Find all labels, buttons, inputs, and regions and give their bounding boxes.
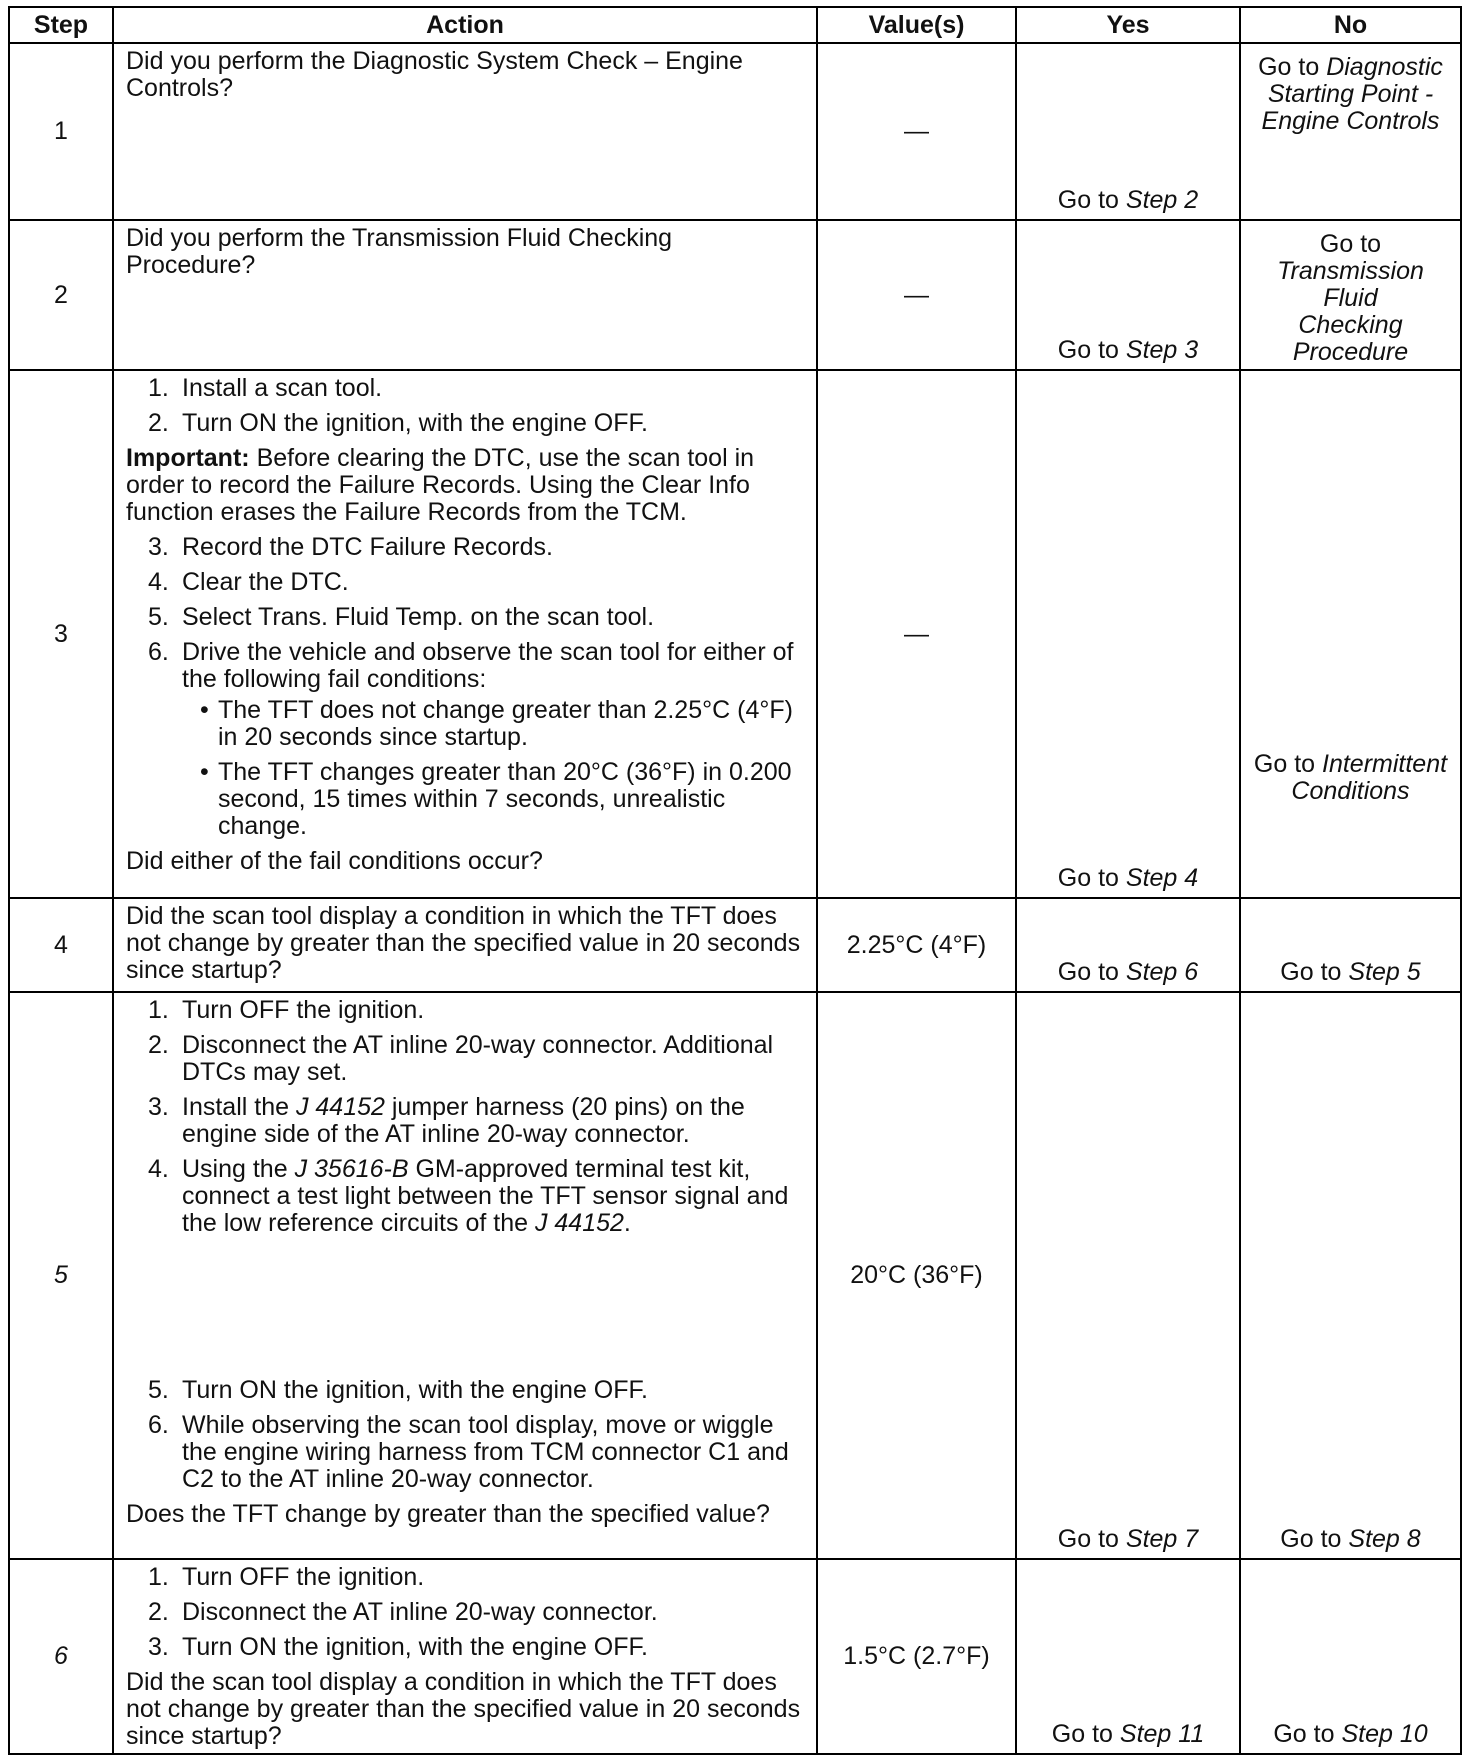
list-item: 1. Turn OFF the ignition. xyxy=(148,1563,425,1591)
yes-step-link[interactable]: Step 3 xyxy=(1125,336,1199,364)
yes-step-link[interactable]: Step 4 xyxy=(1125,864,1199,892)
action-cell xyxy=(113,898,817,992)
list-item: 3. Record the DTC Failure Records. xyxy=(148,533,553,561)
value-cell: — xyxy=(817,43,1016,220)
no-cell xyxy=(1240,1559,1461,1754)
step-number: 1 xyxy=(9,43,113,220)
yes-prefix: Go to xyxy=(1057,1525,1119,1553)
list-item: 4. Clear the DTC. xyxy=(148,568,349,596)
procedure-list xyxy=(126,375,804,437)
diagnostic-table xyxy=(8,6,1462,1755)
value-cell: 1.5°C (2.7°F) xyxy=(817,1559,1016,1754)
procedure-list xyxy=(126,997,804,1493)
yes-prefix: Go to xyxy=(1057,958,1119,986)
procedure-list xyxy=(126,534,804,693)
no-cell xyxy=(1240,370,1461,898)
no-step-link[interactable]: Intermittent Conditions xyxy=(1291,750,1448,805)
action-cell xyxy=(113,220,817,370)
no-prefix: Go to xyxy=(1273,1720,1335,1748)
no-prefix: Go to xyxy=(1253,750,1316,778)
yes-prefix: Go to xyxy=(1057,186,1119,214)
value-cell: 20°C (36°F) xyxy=(817,992,1016,1559)
no-step-link[interactable]: Step 10 xyxy=(1341,1720,1428,1748)
no-prefix: Go to xyxy=(1319,230,1382,258)
yes-step-link[interactable]: Step 2 xyxy=(1125,186,1199,214)
no-prefix: Go to xyxy=(1280,1525,1342,1553)
list-item: 1. Install a scan tool. xyxy=(148,374,383,402)
list-item: • The TFT changes greater than 20°C (36°F) in 0.200 second, 15 times within 7 seconds, unrealistic change. xyxy=(126,759,804,840)
action-text: Did you perform the Diagnostic System Check – Engine Controls? xyxy=(126,47,743,102)
step-number: 4 xyxy=(9,898,113,992)
header-values: Value(s) xyxy=(817,7,1016,43)
important-label: Important: xyxy=(126,444,250,472)
no-step-link[interactable]: Diagnostic Starting Point - Engine Controls xyxy=(1261,53,1443,135)
list-item: 6. Drive the vehicle and observe the scan tool for either of the following fail conditions: xyxy=(148,638,794,693)
table-row xyxy=(9,220,1461,370)
yes-step-link[interactable]: Step 7 xyxy=(1125,1525,1199,1553)
important-note xyxy=(126,445,804,526)
list-item: 3. Install the J 44152 jumper harness (20 pins) on the engine side of the AT inline 20-way connector. xyxy=(148,1093,745,1148)
procedure-list xyxy=(126,1564,804,1661)
yes-step-link[interactable]: Step 11 xyxy=(1119,1720,1205,1748)
table-row xyxy=(9,370,1461,898)
value-cell: 2.25°C (4°F) xyxy=(817,898,1016,992)
action-cell xyxy=(113,1559,817,1754)
header-action: Action xyxy=(113,7,817,43)
table-header-row xyxy=(9,7,1461,43)
list-item: • The TFT does not change greater than 2.25°C (4°F) in 20 seconds since startup. xyxy=(126,697,804,751)
value-cell: — xyxy=(817,370,1016,898)
yes-cell xyxy=(1016,220,1240,370)
list-item: 6. While observing the scan tool display, move or wiggle the engine wiring harness from TCM connector C1 and C2 to the AT inline 20-way connector. xyxy=(148,1411,789,1493)
action-question: Did the scan tool display a condition in which the TFT does not change by greater than the specified value in 20 seconds since startup? xyxy=(126,1668,801,1750)
step-number: 6 xyxy=(9,1559,113,1754)
no-step-link[interactable]: Step 8 xyxy=(1348,1525,1421,1553)
list-item: 2. Turn ON the ignition, with the engine OFF. xyxy=(148,409,648,437)
no-prefix: Go to xyxy=(1280,958,1342,986)
tool-reference: J 44152 xyxy=(534,1209,624,1237)
header-step: Step xyxy=(9,7,113,43)
list-item: 2. Disconnect the AT inline 20-way connector. Additional DTCs may set. xyxy=(148,1031,774,1086)
step-number: 2 xyxy=(9,220,113,370)
yes-prefix: Go to xyxy=(1057,336,1119,364)
no-cell xyxy=(1240,898,1461,992)
action-question: Does the TFT change by greater than the specified value? xyxy=(126,1500,770,1528)
no-step-link[interactable]: Transmission Fluid Checking Procedure xyxy=(1277,257,1424,366)
no-prefix: Go to xyxy=(1258,53,1320,81)
action-cell xyxy=(113,43,817,220)
tool-reference: J 35616-B xyxy=(294,1155,409,1183)
no-cell xyxy=(1240,43,1461,220)
yes-cell xyxy=(1016,43,1240,220)
value-cell: — xyxy=(817,220,1016,370)
list-item: 4. Using the J 35616-B GM-approved terminal test kit, connect a test light between the TFT sensor signal and the low reference circuits of the J 44152. xyxy=(148,1155,789,1237)
action-question: Did either of the fail conditions occur? xyxy=(126,847,543,875)
action-text: Did you perform the Transmission Fluid Checking Procedure? xyxy=(126,224,673,279)
step-number: 5 xyxy=(9,992,113,1559)
tool-reference: J 44152 xyxy=(295,1093,385,1121)
table-row xyxy=(9,43,1461,220)
list-item: 2. Disconnect the AT inline 20-way connector. xyxy=(148,1598,658,1626)
no-cell xyxy=(1240,220,1461,370)
yes-cell xyxy=(1016,898,1240,992)
table-row xyxy=(9,992,1461,1559)
action-text: Did the scan tool display a condition in which the TFT does not change by greater than the specified value in 20 seconds since startup? xyxy=(126,902,801,984)
yes-prefix: Go to xyxy=(1051,1720,1113,1748)
yes-step-link[interactable]: Step 6 xyxy=(1125,958,1199,986)
header-no: No xyxy=(1240,7,1461,43)
important-text: Before clearing the DTC, use the scan tool in order to record the Failure Records. Using the Clear Info function erases the Failure Records from the TCM. xyxy=(126,444,755,526)
list-item: 1. Turn OFF the ignition. xyxy=(148,996,425,1024)
list-item: 5. Turn ON the ignition, with the engine OFF. xyxy=(148,1376,648,1404)
yes-cell xyxy=(1016,992,1240,1559)
no-step-link[interactable]: Step 5 xyxy=(1348,958,1421,986)
fail-conditions-list xyxy=(126,697,804,840)
action-cell xyxy=(113,370,817,898)
list-item: 5. Select Trans. Fluid Temp. on the scan tool. xyxy=(148,603,655,631)
table-row xyxy=(9,1559,1461,1754)
list-item: 3. Turn ON the ignition, with the engine OFF. xyxy=(148,1633,648,1661)
yes-cell xyxy=(1016,1559,1240,1754)
table-row xyxy=(9,898,1461,992)
yes-prefix: Go to xyxy=(1057,864,1119,892)
step-number: 3 xyxy=(9,370,113,898)
no-cell xyxy=(1240,992,1461,1559)
header-yes: Yes xyxy=(1016,7,1240,43)
yes-cell xyxy=(1016,370,1240,898)
action-cell xyxy=(113,992,817,1559)
